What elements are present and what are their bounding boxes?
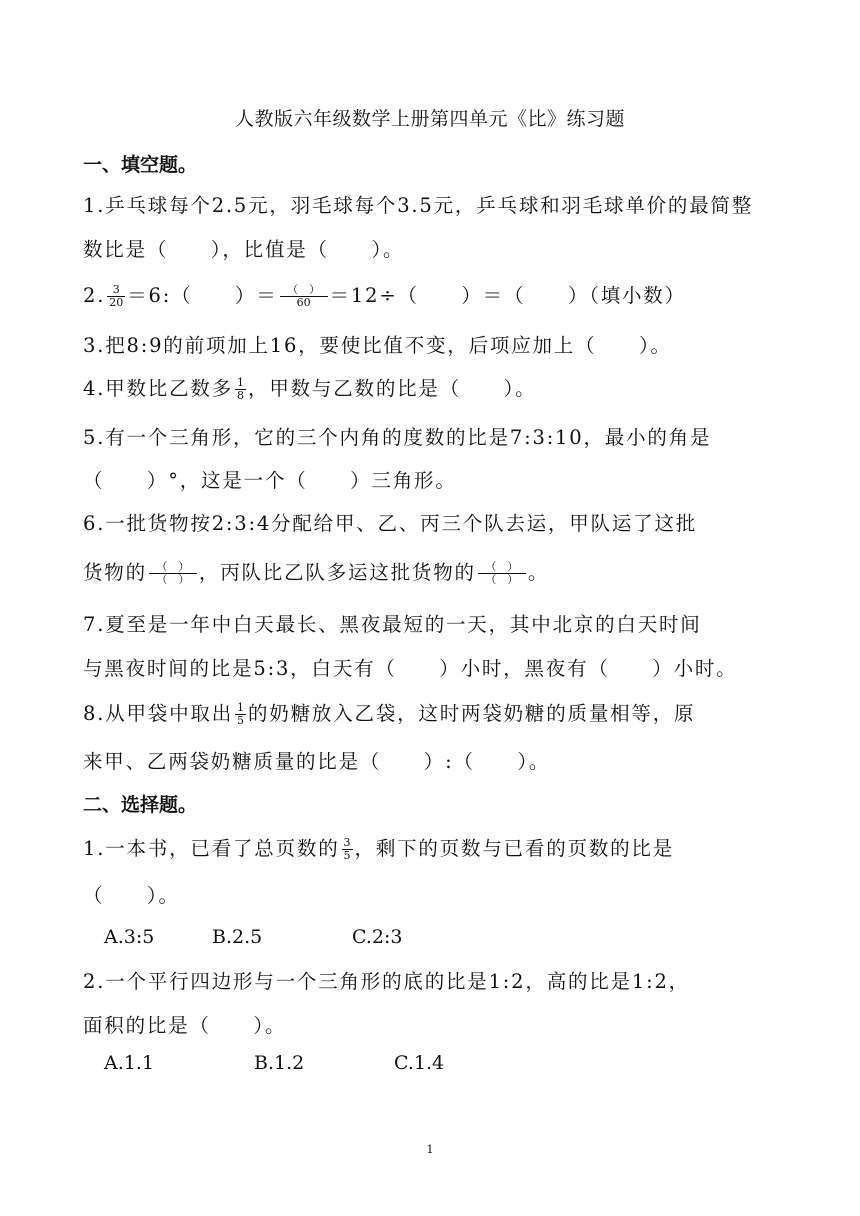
fraction-numerator: 1 — [237, 701, 245, 714]
option-c: C.1.4 — [394, 1052, 445, 1074]
section-heading-multiple-choice: 二、选择题。 — [83, 794, 198, 816]
fraction-blank-2 — [478, 561, 526, 586]
question-7-line-1: 7.夏至是一年中白天最长、黑夜最短的一天，其中北京的白天时间 — [83, 613, 702, 636]
option-b: B.2.5 — [212, 926, 263, 948]
fraction-1-8 — [235, 377, 246, 402]
q6-prefix: 货物的 — [83, 561, 147, 584]
question-1-line-2: 数比是（ ），比值是（ ）。 — [83, 238, 405, 261]
question-6-line-2 — [83, 557, 549, 586]
mc-q1-suffix: ，剩下的页数与已看的页数的比是 — [354, 837, 675, 860]
fraction-blank-1 — [149, 561, 197, 586]
fraction-numerator: 1 — [237, 376, 245, 389]
question-3: 3.把8:9的前项加上16，要使比值不变，后项应加上（ ）。 — [83, 334, 672, 357]
fraction-numerator: （ ） — [478, 561, 526, 574]
q8-prefix: 8.从甲袋中取出 — [83, 702, 234, 725]
fraction-denominator: （ ） — [156, 573, 190, 586]
page-number: 1 — [426, 1143, 434, 1156]
mc-question-2-line-2: 面积的比是（ ）。 — [83, 1014, 287, 1037]
q2-prefix: 2. — [83, 284, 106, 307]
fraction-blank-60 — [280, 284, 328, 309]
mc-q1-prefix: 1.一本书，已看了总页数的 — [83, 837, 340, 860]
fraction-denominator: 8 — [237, 389, 245, 402]
question-8-line-1 — [83, 698, 695, 727]
fraction-numerator: 3 — [107, 284, 125, 297]
mc-question-2-line-1: 2.一个平行四边形与一个三角形的底的比是1:2，高的比是1:2， — [83, 970, 690, 993]
fraction-denominator: （ ） — [485, 573, 519, 586]
document-title: 人教版六年级数学上册第四单元《比》练习题 — [234, 108, 625, 130]
fraction-numerator: （ ） — [280, 284, 328, 297]
question-7-line-2: 与黑夜时间的比是5:3，白天有（ ）小时，黑夜有（ ）小时。 — [83, 657, 738, 680]
q2-middle-2: ＝12÷（ ）＝（ ）（填小数） — [329, 284, 686, 307]
question-6-line-1: 6.一批货物按2:3:4分配给甲、乙、丙三个队去运，甲队运了这批 — [83, 512, 698, 535]
fraction-numerator: （ ） — [149, 561, 197, 574]
q4-suffix: ，甲数与乙数的比是（ ）。 — [248, 377, 537, 400]
question-4 — [83, 373, 536, 402]
mc-question-1-line-1 — [83, 833, 674, 862]
fraction-numerator: 3 — [343, 836, 351, 849]
question-5-line-2: （ ）°，这是一个（ ）三角形。 — [83, 469, 457, 492]
question-2 — [83, 280, 686, 309]
option-c: C.2:3 — [352, 926, 403, 948]
fraction-denominator: 60 — [296, 296, 311, 309]
section-heading-fill-blank: 一、填空题。 — [83, 154, 198, 176]
fraction-1-5 — [235, 702, 246, 727]
fraction-denominator: 5 — [237, 714, 245, 727]
option-a: A.3:5 — [104, 926, 155, 948]
q6-suffix: 。 — [527, 561, 550, 584]
fraction-denominator: 5 — [343, 849, 351, 862]
fraction-3-20 — [107, 284, 125, 309]
fraction-denominator: 20 — [109, 296, 124, 309]
q6-middle: ，丙队比乙队多运这批货物的 — [198, 561, 476, 584]
question-5-line-1: 5.有一个三角形，它的三个内角的度数的比是7:3:10，最小的角是 — [83, 426, 712, 449]
fraction-3-5 — [342, 837, 353, 862]
option-b: B.1.2 — [254, 1052, 305, 1074]
q2-middle-1: ＝6:（ ）＝ — [127, 284, 278, 307]
question-8-line-2: 来甲、乙两袋奶糖质量的比是（ ）:（ ）。 — [83, 750, 551, 773]
q4-prefix: 4.甲数比乙数多 — [83, 377, 234, 400]
q8-suffix: 的奶糖放入乙袋，这时两袋奶糖的质量相等，原 — [248, 702, 696, 725]
question-1-line-1: 1.乒乓球每个2.5元，羽毛球每个3.5元，乒乓球和羽毛球单价的最简整 — [83, 194, 754, 217]
mc-question-1-line-2: （ ）。 — [83, 884, 180, 907]
option-a: A.1.1 — [104, 1052, 154, 1074]
